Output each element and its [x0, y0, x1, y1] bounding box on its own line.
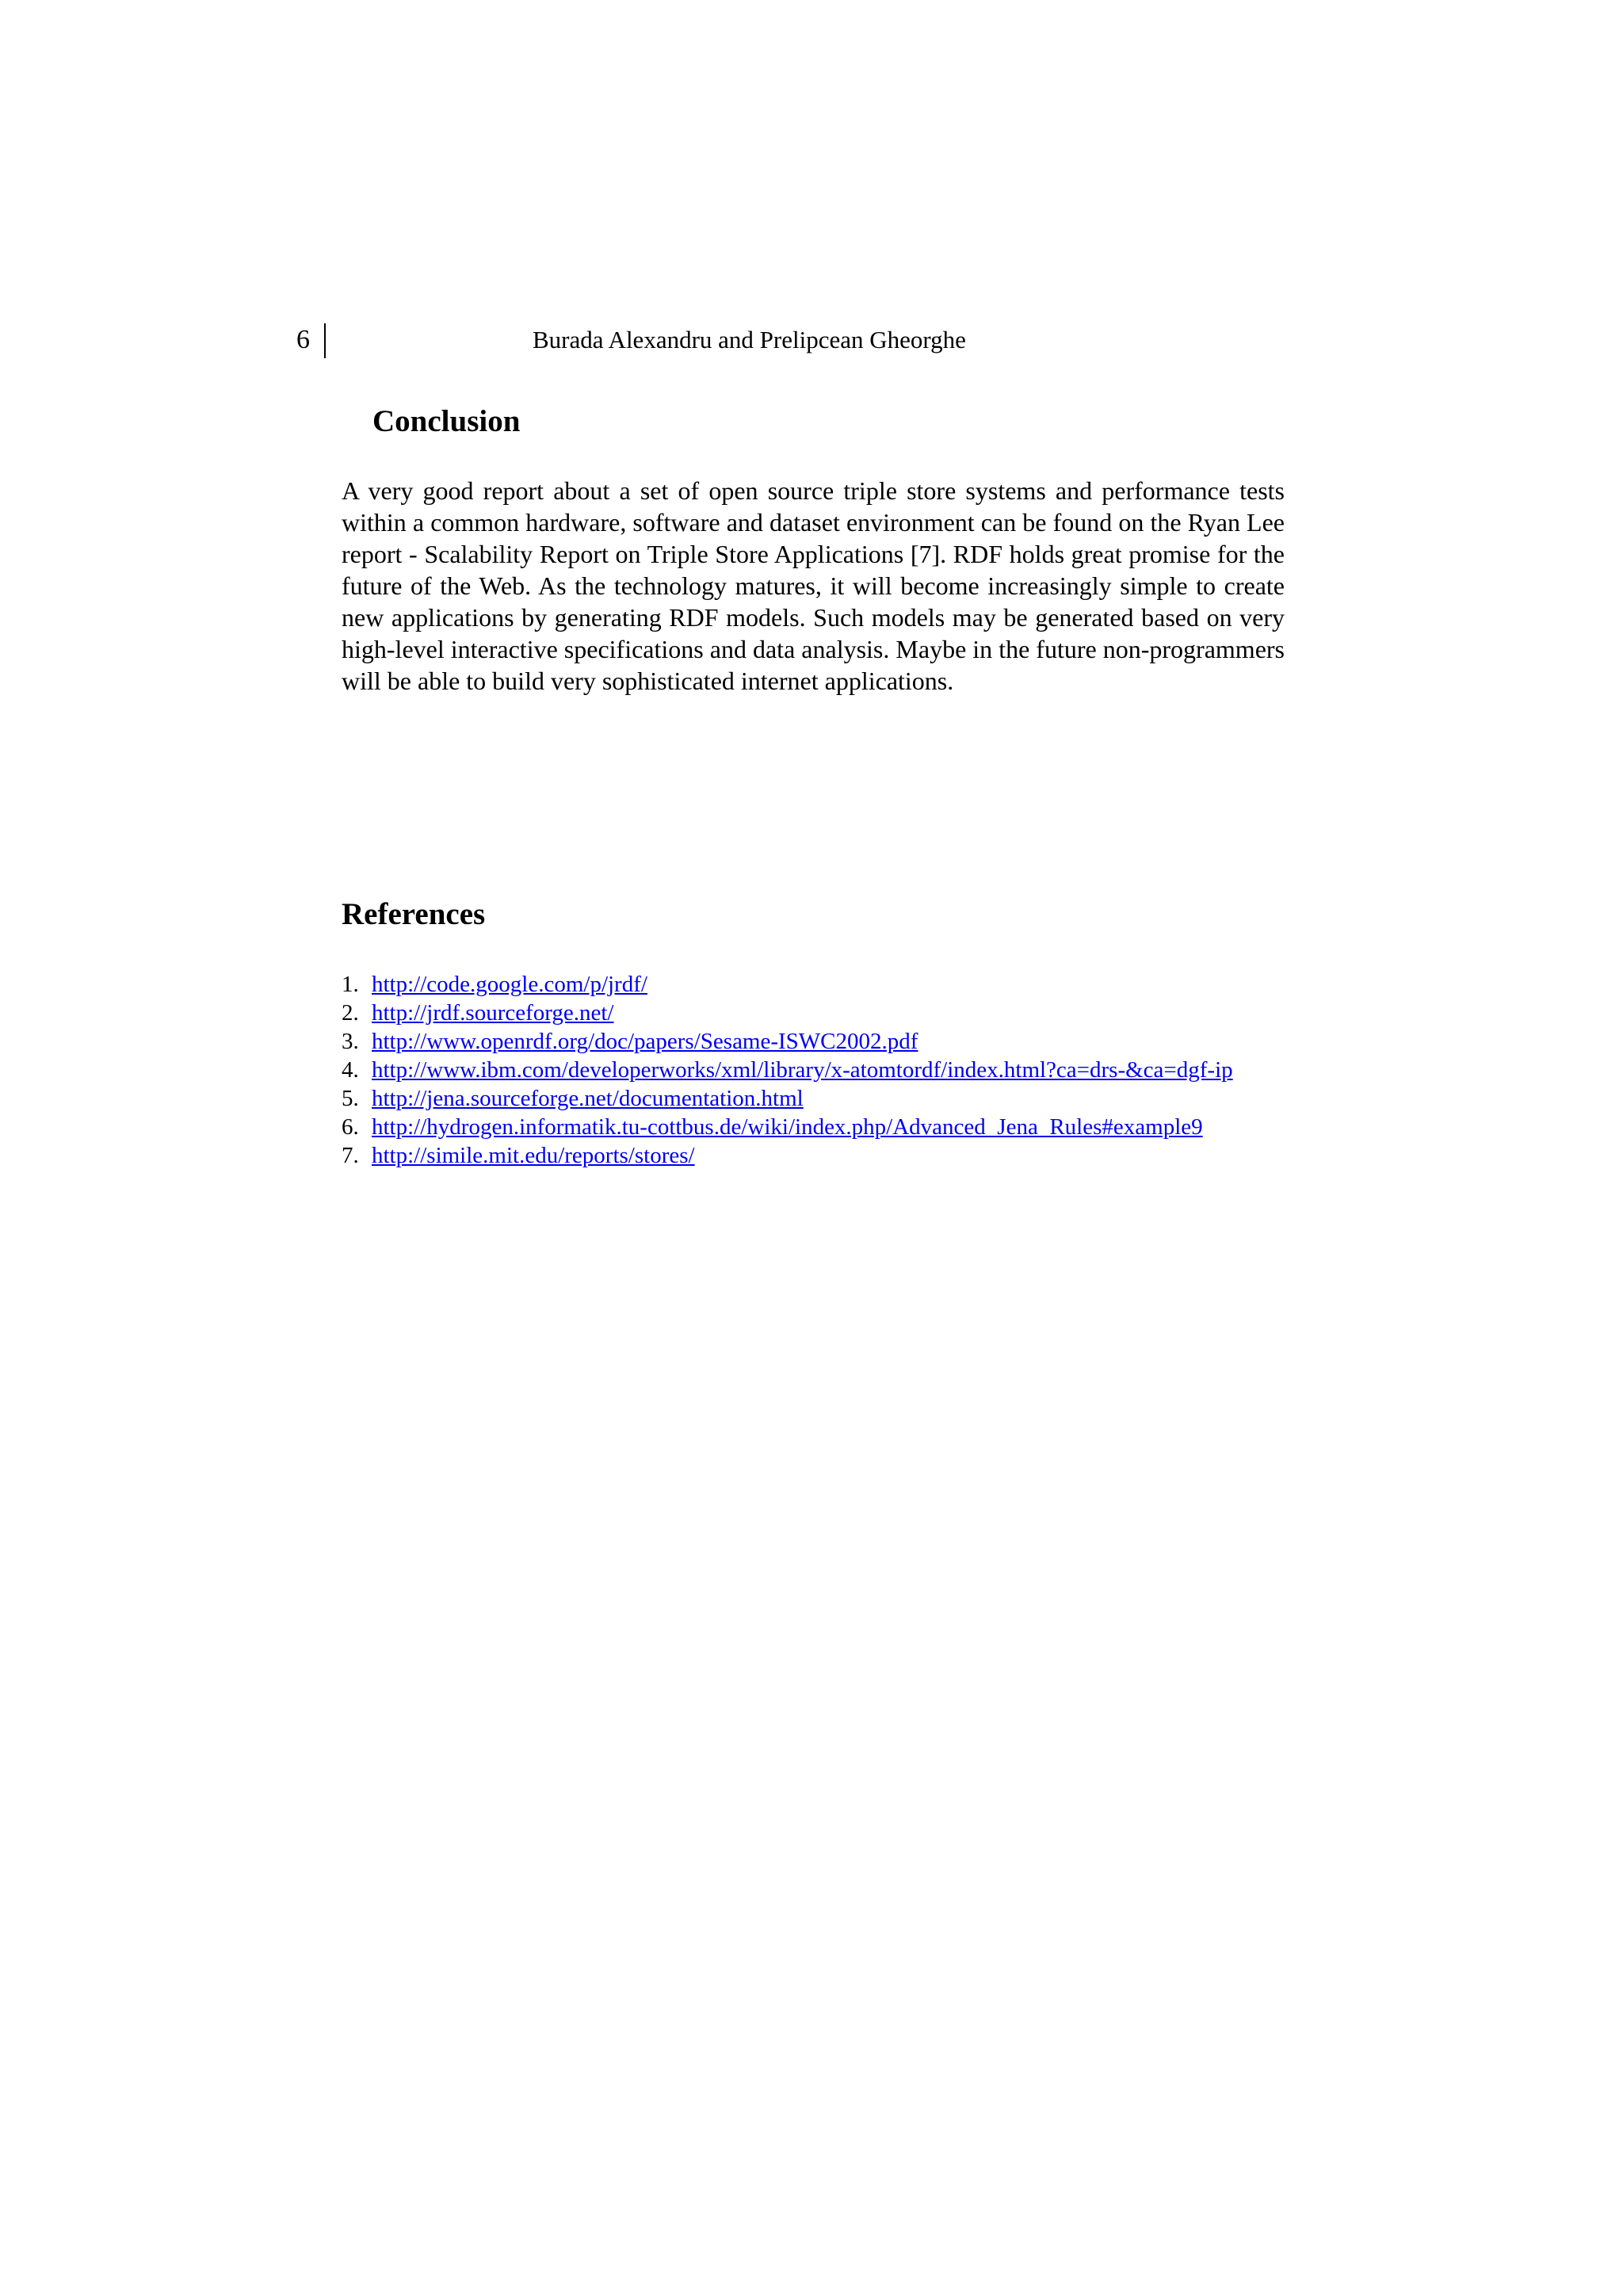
reference-item-2 [342, 999, 1285, 1027]
references-heading: References [342, 897, 486, 931]
reference-item-1 [342, 970, 1285, 999]
reference-number: 1. [342, 972, 359, 997]
page-number: 6 [296, 325, 310, 354]
conclusion-paragraph: A very good report about a set of open source triple store systems and performance tests within a common hardware, software and dataset environment can be found on the Ryan Lee report - Scalability Report on Triple Store Applications [7]. RDF holds great promise for the future of the Web. As the technology matures, it will become increasingly simple to create new applications by generating RDF models. Such models may be generated based on very high-level interactive specifications and data analysis. Maybe in the future non-programmers will be able to build very sophisticated internet applications. [342, 476, 1285, 695]
reference-link[interactable]: http://www.ibm.com/developerworks/xml/library/x-atomtordf/index.html?ca=drs-&ca=dgf-ip [372, 1057, 1233, 1083]
reference-number: 3. [342, 1029, 359, 1054]
reference-item-3 [342, 1027, 1285, 1056]
reference-number: 4. [342, 1057, 359, 1083]
running-head-authors: Burada Alexandru and Prelipcean Gheorghe [533, 326, 966, 353]
reference-list [342, 970, 1285, 1170]
reference-link[interactable]: http://hydrogen.informatik.tu-cottbus.de/wiki/index.php/Advanced_Jena_Rules#example9 [372, 1114, 1203, 1140]
reference-link[interactable]: http://code.google.com/p/jrdf/ [372, 972, 647, 997]
reference-number: 5. [342, 1086, 359, 1111]
reference-item-6 [342, 1113, 1285, 1141]
reference-item-7 [342, 1141, 1285, 1170]
conclusion-heading: Conclusion [372, 404, 521, 438]
reference-number: 2. [342, 1000, 359, 1026]
reference-number: 6. [342, 1114, 359, 1140]
reference-item-4 [342, 1056, 1285, 1084]
header-divider [324, 323, 326, 358]
reference-item-5 [342, 1084, 1285, 1113]
reference-link[interactable]: http://jrdf.sourceforge.net/ [372, 1000, 614, 1026]
reference-link[interactable]: http://www.openrdf.org/doc/papers/Sesame-ISWC2002.pdf [372, 1029, 918, 1054]
reference-link[interactable]: http://jena.sourceforge.net/documentation.html [372, 1086, 804, 1111]
reference-link[interactable]: http://simile.mit.edu/reports/stores/ [372, 1143, 695, 1168]
reference-number: 7. [342, 1143, 359, 1168]
